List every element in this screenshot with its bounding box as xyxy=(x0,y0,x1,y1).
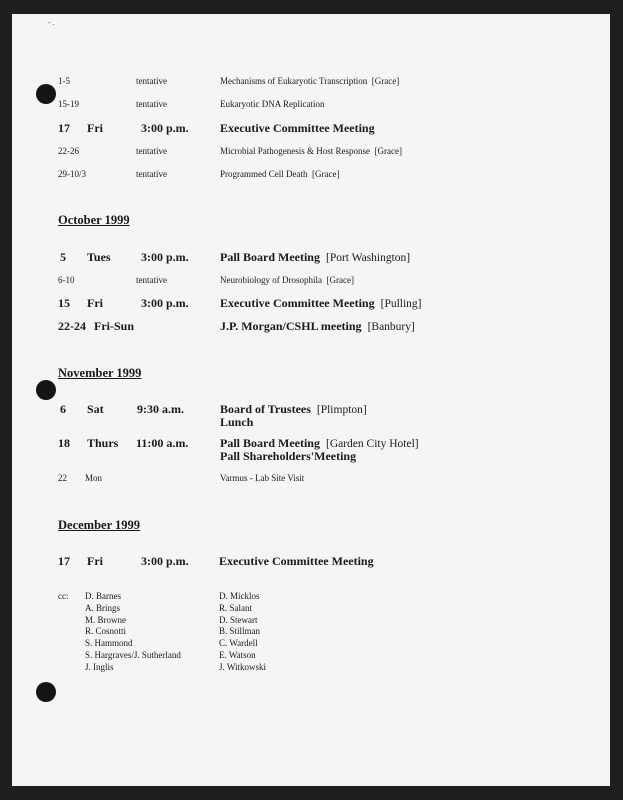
cc-name: B. Stillman xyxy=(219,626,261,637)
row-event xyxy=(220,250,410,265)
event-title: Pall Board Meeting xyxy=(220,436,320,450)
row-day: Fri xyxy=(87,554,103,568)
row-time: tentative xyxy=(136,275,167,285)
row-time: tentative xyxy=(136,169,167,179)
row-time: 9:30 a.m. xyxy=(137,402,184,416)
event-title: Programmed Cell Death xyxy=(220,169,308,179)
row-event xyxy=(220,296,422,311)
event-location: [Grace] xyxy=(374,146,402,156)
schedule-row xyxy=(12,250,610,266)
month-heading-october: October 1999 xyxy=(58,213,130,227)
row-date: 6 xyxy=(60,402,66,416)
event-title: Pall Board Meeting xyxy=(220,250,320,264)
event-location: [Garden City Hotel] xyxy=(325,438,419,450)
cc-list-left xyxy=(85,591,181,674)
schedule-row xyxy=(12,76,610,92)
schedule-row xyxy=(12,402,610,432)
row-time: 3:00 p.m. xyxy=(141,296,189,310)
schedule-row xyxy=(12,319,610,335)
cc-list-right xyxy=(219,591,266,674)
schedule-row xyxy=(12,554,610,570)
punch-hole xyxy=(36,682,56,702)
event-title: Eukaryotic DNA Replication xyxy=(220,99,325,109)
row-event xyxy=(220,319,415,334)
cc-label: cc: xyxy=(58,591,69,601)
event-second-line: Lunch xyxy=(220,415,254,429)
row-event xyxy=(220,146,402,156)
cc-name: R. Cosnotti xyxy=(85,626,127,637)
month-heading-december: December 1999 xyxy=(58,518,141,532)
row-date: 17 xyxy=(58,554,70,568)
row-event xyxy=(220,76,399,86)
event-location: [Plimpton] xyxy=(316,404,367,416)
event-location: [Grace] xyxy=(326,275,354,285)
document-page xyxy=(12,14,610,786)
cc-name: A. Brings xyxy=(85,602,121,613)
row-event xyxy=(220,275,354,285)
schedule-row xyxy=(12,99,610,115)
schedule-row xyxy=(12,146,610,162)
schedule-row xyxy=(12,473,610,489)
event-title: Neurobiology of Drosophila xyxy=(220,275,322,285)
event-second-line: Pall Shareholders'Meeting xyxy=(220,449,357,463)
cc-name: C. Wardell xyxy=(219,638,258,649)
row-time: 3:00 p.m. xyxy=(141,554,189,568)
event-title: Executive Committee Meeting xyxy=(220,121,375,135)
cc-name: M. Browne xyxy=(85,614,126,625)
row-date: 29-10/3 xyxy=(58,169,86,179)
row-time: tentative xyxy=(136,76,167,86)
row-time: 3:00 p.m. xyxy=(141,250,189,264)
punch-hole xyxy=(36,380,56,400)
event-title: Mechanisms of Eukaryotic Transcription xyxy=(220,76,368,86)
event-title: Board of Trustees xyxy=(220,402,311,416)
row-day: Fri xyxy=(87,296,103,310)
cc-name: D. Barnes xyxy=(85,591,121,601)
cc-name: S. Hammond xyxy=(85,638,133,649)
row-date: 18 xyxy=(58,436,70,450)
cc-name: D. Stewart xyxy=(219,614,258,625)
cc-name: R. Salant xyxy=(219,602,252,613)
row-date: 15 xyxy=(58,296,70,310)
row-date: 1-5 xyxy=(58,76,70,86)
cc-name: D. Micklos xyxy=(219,591,260,601)
schedule-row xyxy=(12,169,610,185)
event-location: [Pulling] xyxy=(380,298,422,310)
cc-name: J. Inglis xyxy=(85,661,114,672)
header-mark: - . xyxy=(48,18,55,27)
event-location: [Grace] xyxy=(311,169,340,179)
event-title: Executive Committee Meeting xyxy=(219,554,374,568)
row-date: 5 xyxy=(60,250,66,264)
schedule-row xyxy=(12,275,610,291)
event-title: Varmus - Lab Site Visit xyxy=(220,473,305,483)
row-time: tentative xyxy=(136,99,167,109)
schedule-row xyxy=(12,121,610,137)
row-day: Mon xyxy=(85,473,103,483)
cc-name: S. Hargraves/J. Sutherland xyxy=(85,649,181,660)
row-time: tentative xyxy=(136,146,167,156)
row-event xyxy=(220,169,339,179)
row-day: Fri-Sun xyxy=(94,319,135,333)
cc-name: J. Witkowski xyxy=(219,661,266,672)
row-time: 11:00 a.m. xyxy=(136,436,189,450)
row-day: Sat xyxy=(87,402,104,416)
month-heading-november: November 1999 xyxy=(58,366,142,380)
row-day: Fri xyxy=(87,121,103,135)
row-date: 15-19 xyxy=(58,99,79,109)
row-date: 22 xyxy=(58,473,67,483)
event-location: [Banbury] xyxy=(367,321,415,333)
row-date: 22-26 xyxy=(58,146,79,156)
event-title: J.P. Morgan/CSHL meeting xyxy=(220,319,362,333)
row-time: 3:00 p.m. xyxy=(141,121,189,135)
row-date: 6-10 xyxy=(58,275,75,285)
event-location: [Grace] xyxy=(371,76,400,86)
row-date: 22-24 xyxy=(58,319,86,333)
cc-name: E. Watson xyxy=(219,649,256,660)
schedule-row xyxy=(12,296,610,312)
event-title: Microbial Pathogenesis & Host Response xyxy=(220,146,370,156)
row-day: Thurs xyxy=(87,436,119,450)
row-day: Tues xyxy=(87,250,111,264)
schedule-row xyxy=(12,436,610,466)
row-date: 17 xyxy=(58,121,70,135)
event-title: Executive Committee Meeting xyxy=(220,296,375,310)
event-location: [Port Washington] xyxy=(325,252,411,264)
